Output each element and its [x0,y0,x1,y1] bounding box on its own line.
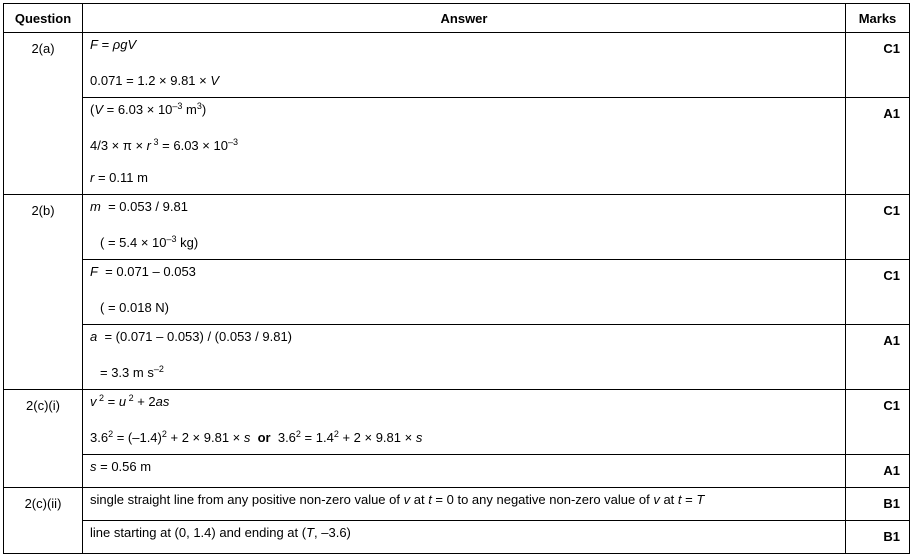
table-row [4,33,910,98]
answer-line: ($V = 6.03 \times 10^{-3}$ $m^3$) [90,101,207,117]
mark-cell: B1 [846,488,910,521]
header-row [4,4,910,33]
mark-cell: B1 [846,521,910,554]
mark-cell: A1 [846,325,910,390]
answer-line: line starting at (0, 1.4) and ending at (T, –3.6) [90,525,351,540]
header-marks: Marks [846,4,910,33]
question-number: 2(a) [4,33,83,195]
answer-line: v $^2$ = u $^2$ + 2as [90,393,170,409]
answer-cell [83,521,846,554]
answer-cell [83,98,846,195]
mark-cell: C1 [846,33,910,98]
mark-cell: A1 [846,98,910,195]
question-number: 2(b) [4,195,83,390]
mark-cell: C1 [846,195,910,260]
answer-line: single straight line from any positive non-zero value of v at t = 0 to any negative non-zero value of v at t = T [90,492,705,507]
table-row [4,521,910,554]
answer-line: r = 0.11 m [90,170,148,185]
mark-cell: C1 [846,390,910,455]
answer-cell [83,260,846,325]
answer-line: F = ρgV [90,37,137,52]
table-row [4,98,910,195]
header-question: Question [4,4,83,33]
table-row [4,455,910,488]
mark-cell: C1 [846,260,910,325]
answer-line: 0.071 = 1.2 × 9.81 × V [90,73,220,88]
table-row [4,325,910,390]
answer-line: a = (0.071 – 0.053) / (0.053 / 9.81) [90,329,292,344]
answer-line: F = 0.071 – 0.053 [90,264,196,279]
answer-line: = 3.3 m $s^{-2}$ [100,364,164,380]
question-number: 2(c)(ii) [4,488,83,554]
answer-line: m = 0.053 / 9.81 [90,199,188,214]
answer-cell [83,33,846,98]
answer-cell [83,195,846,260]
mark-cell: A1 [846,455,910,488]
header-answer: Answer [83,4,846,33]
answer-line: $3.6^2 = (-1.4)^2 + 2 \times 9.81 \times s$ or $3.6^2 = 1.4^2 + 2 \times 9.81 \times s$ [90,429,423,445]
answer-cell [83,325,846,390]
answer-line: ( = 0.018 N) [100,300,170,315]
table-row [4,390,910,455]
answer-line: ( = $5.4 \times 10^{-3}$ kg) [100,234,199,250]
answer-cell [83,488,846,521]
mark-scheme-table [3,3,910,554]
answer-cell [83,390,846,455]
table-row [4,488,910,521]
answer-line: 4/3 × π × r $^3 = 6.03 \times 10^{-3}$ [90,137,238,153]
answer-cell [83,455,846,488]
question-number: 2(c)(i) [4,390,83,488]
table-row [4,260,910,325]
table-row [4,195,910,260]
answer-line: s = 0.56 m [90,459,152,474]
